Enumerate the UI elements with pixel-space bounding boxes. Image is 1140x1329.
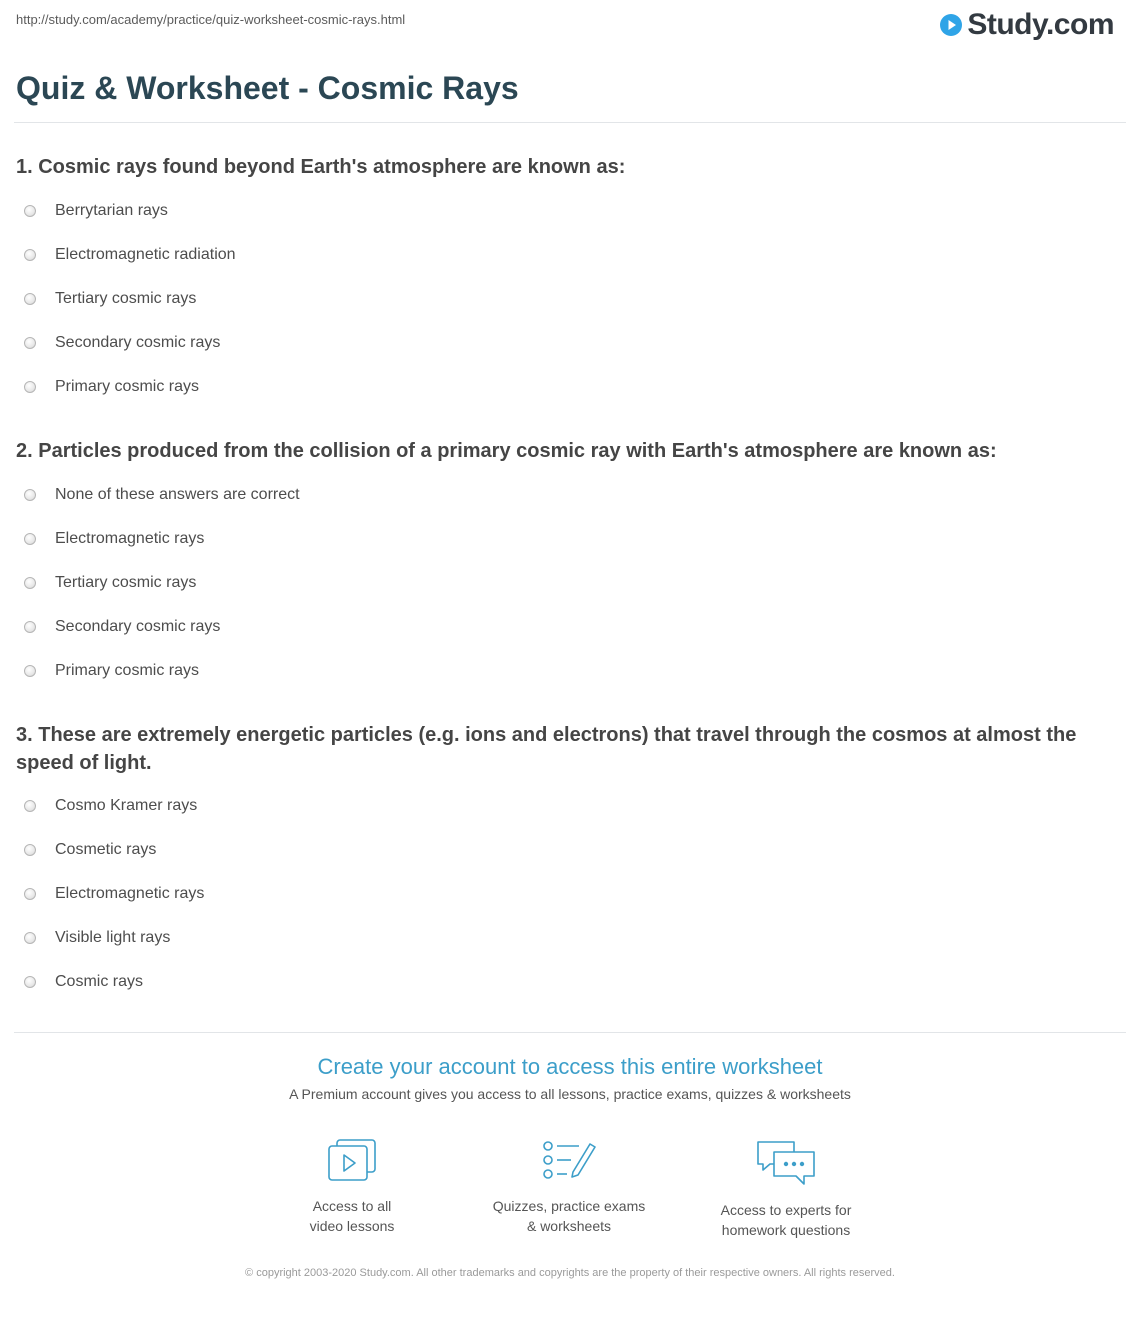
title-divider [14, 122, 1126, 123]
answer-option[interactable] [16, 960, 1126, 1004]
radio-button[interactable] [24, 577, 36, 589]
question-text: 3. These are extremely energetic particles (e.g. ions and electrons) that travel through the cosmos at almost the speed of light. [16, 724, 1077, 774]
answer-option[interactable] [16, 872, 1126, 916]
answer-list [16, 784, 1126, 1004]
section-divider [14, 1032, 1126, 1033]
answer-label: Berrytarian rays [55, 202, 168, 219]
answer-option[interactable] [16, 649, 1126, 693]
radio-button[interactable] [24, 381, 36, 393]
answer-option[interactable] [16, 277, 1126, 321]
radio-button[interactable] [24, 844, 36, 856]
answer-label: Cosmo Kramer rays [55, 797, 198, 814]
create-account-link[interactable]: Create your account to access this entire worksheet [317, 1054, 823, 1079]
radio-button[interactable] [24, 800, 36, 812]
radio-button[interactable] [24, 932, 36, 944]
feature-label [686, 1200, 886, 1240]
feature-quizzes [469, 1138, 669, 1236]
page-title: Quiz & Worksheet - Cosmic Rays [16, 70, 519, 106]
feature-label-line1: Access to experts for [720, 1202, 852, 1218]
radio-button[interactable] [24, 976, 36, 988]
chat-bubbles-icon [754, 1138, 818, 1188]
radio-button[interactable] [24, 249, 36, 261]
answer-label: Tertiary cosmic rays [55, 574, 197, 591]
answer-label: Electromagnetic radiation [55, 246, 236, 263]
quiz-list-icon [541, 1138, 597, 1184]
feature-label-line2: video lessons [309, 1218, 395, 1234]
answer-label: Visible light rays [55, 929, 171, 946]
answer-label: Secondary cosmic rays [55, 334, 221, 351]
premium-description: A Premium account gives you access to all lessons, practice exams, quizzes & worksheets [289, 1086, 851, 1102]
radio-button[interactable] [24, 621, 36, 633]
radio-button[interactable] [24, 888, 36, 900]
question-text: 2. Particles produced from the collision of a primary cosmic ray with Earth's atmosphere are known as: [16, 440, 997, 462]
feature-label [252, 1196, 452, 1236]
answer-option[interactable] [16, 365, 1126, 409]
radio-button[interactable] [24, 489, 36, 501]
answer-option[interactable] [16, 605, 1126, 649]
answer-option[interactable] [16, 784, 1126, 828]
question-1 [16, 153, 1126, 409]
study-logo[interactable] [939, 8, 1114, 42]
answer-list [16, 473, 1126, 693]
answer-option[interactable] [16, 916, 1126, 960]
answer-label: Electromagnetic rays [55, 530, 205, 547]
answer-option[interactable] [16, 561, 1126, 605]
question-3 [16, 721, 1126, 1004]
feature-label-line2: homework questions [721, 1222, 851, 1238]
copyright-notice: © copyright 2003-2020 Study.com. All other trademarks and copyrights are the property of their respective owners. All rights reserved. [245, 1267, 895, 1279]
radio-button[interactable] [24, 205, 36, 217]
answer-list [16, 189, 1126, 409]
answer-option[interactable] [16, 233, 1126, 277]
feature-label-line1: Access to all [312, 1198, 392, 1214]
feature-label-line1: Quizzes, practice exams [492, 1198, 646, 1214]
question-text: 1. Cosmic rays found beyond Earth's atmosphere are known as: [16, 156, 626, 178]
page-url: http://study.com/academy/practice/quiz-worksheet-cosmic-rays.html [16, 12, 406, 27]
answer-label: Primary cosmic rays [55, 378, 200, 395]
feature-label [469, 1196, 669, 1236]
answer-label: Electromagnetic rays [55, 885, 205, 902]
radio-button[interactable] [24, 337, 36, 349]
answer-option[interactable] [16, 517, 1126, 561]
answer-label: Primary cosmic rays [55, 662, 200, 679]
feature-video-lessons [252, 1138, 452, 1236]
top-bar [0, 0, 1140, 50]
answer-option[interactable] [16, 189, 1126, 233]
answer-label: Secondary cosmic rays [55, 618, 221, 635]
radio-button[interactable] [24, 293, 36, 305]
answer-option[interactable] [16, 321, 1126, 365]
question-2 [16, 437, 1126, 693]
answer-label: None of these answers are correct [55, 486, 300, 503]
answer-label: Cosmetic rays [55, 841, 157, 858]
answer-label: Cosmic rays [55, 973, 144, 990]
answer-label: Tertiary cosmic rays [55, 290, 197, 307]
logo-text: Study.com [967, 8, 1114, 41]
feature-label-line2: & worksheets [526, 1218, 612, 1234]
feature-experts [686, 1138, 886, 1240]
answer-option[interactable] [16, 828, 1126, 872]
radio-button[interactable] [24, 533, 36, 545]
answer-option[interactable] [16, 473, 1126, 517]
radio-button[interactable] [24, 665, 36, 677]
video-lessons-icon [325, 1138, 379, 1184]
play-circle-icon [939, 13, 963, 37]
